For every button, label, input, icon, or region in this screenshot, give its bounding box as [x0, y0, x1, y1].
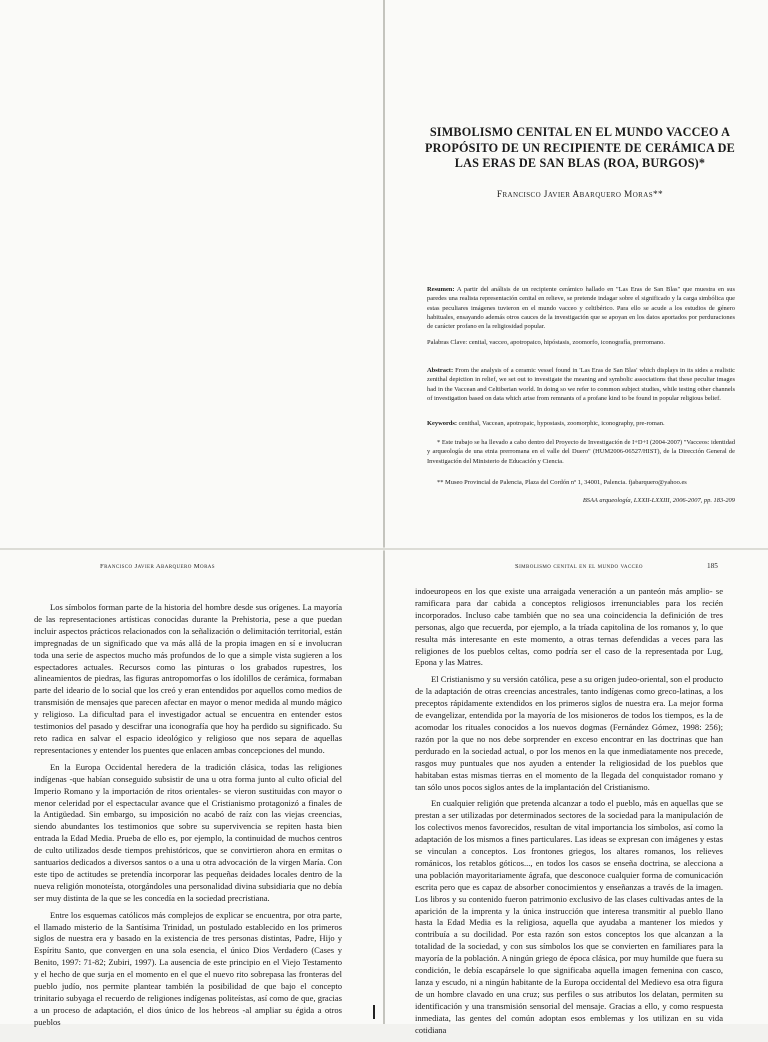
palabras-clave-label: Palabras Clave: [427, 339, 468, 346]
page-number: 185 [707, 562, 718, 570]
resumen-label: Resumen: [427, 286, 455, 293]
palabras-clave-block [427, 338, 735, 347]
body-paragraph: El Cristianismo y su versión católica, pese a su origen judeo-oriental, son el producto de la adaptación de otras creencias ancestrales, tanto indígenas como greco-latinas, a los preceptos rápidamente extendidos en los primeros siglos de nuestra era. La mejor forma de evangelizar, entendida por la mayoría de los misioneros de todos los tiempos, es la de acomodar los rituales conocidos a los nuevos dogmas (Fernández Gómez, 1998: 256); razón por la que no nos debe sorprender en exceso encontrar en las doctrinas que han perdurado en la sociedad actual, o por los menos en la que inmediatamente nos precede, rasgos muy puntuales que nos ayuden a entender la religiosidad de los pueblos que habitaban estas mismas tierras en el momento de la llegada del conquistador romano y tan sólo unos pocos siglos antes de la implantación del Cristianismo. [415, 674, 723, 792]
palabras-clave-text: cenital, vacceo, apotropaico, hipóstasis, zoomorfo, iconografía, prerromano. [468, 339, 665, 346]
abstract-block [427, 366, 735, 403]
left-body-page [0, 550, 383, 1027]
margin-mark [373, 1005, 375, 1019]
abstract-text: From the analysis of a ceramic vessel found in 'Las Eras de San Blas' which displays in its sides a realistic zenithal depiction in relief, we set out to investigate the meaning and symbolic associations that these peculiar images had in the Vaccean and Celtiberian world. In doing so we refer to common subject studies, while testing other channels of investigation based on data which arise from remnants of a profane kind to be found in popular religious belief. [427, 367, 736, 402]
keywords-text: cenithal, Vaccean, apotropaic, hypostasis, zoomorphic, iconography, pre-roman. [458, 420, 665, 427]
keywords-label: Keywords: [427, 420, 458, 427]
publication-info: BSAA arqueología, LXXII-LXXIII, 2006-2007, pp. 183-209 [582, 497, 735, 504]
keywords-block [427, 419, 735, 428]
body-paragraph: En la Europa Occidental heredera de la tradición clásica, todas las religiones indígenas -que habían conseguido subsistir de una u otra forma junto al culto oficial del Imperio Romano y la importación de ritos orientales- se vieron sustituidas con mayor o menor celeridad por el espectacular avance que el Cristianismo protagonizó a finales de la Antigüedad. Sin embargo, su imposición no acabó de raíz con las viejas creencias, siendo abundantes los testimonios que sobre su supervivencia se repiten hasta bien entrada la Edad Media. Prueba de ello es, por ejemplo, la continuidad de muchos centros de culto utilizados desde tiempos prehistóricos, que se convirtieron ahora en ermitas o santuarios dedicados a diversos santos o a una u otra advocación de la virgen María. Con este tipo de actitudes se pretendía incorporar las pequeñas deidades locales dentro de la nueva religión monoteísta, otorgándoles una personalidad divina subsidiaria que no debía ser muy distinta de la que se les concedía en la sociedad precristiana. [34, 761, 342, 903]
running-head-left: Francisco Javier Abarquero Moras [100, 563, 215, 570]
article-title: SIMBOLISMO CENITAL EN EL MUNDO VACCEO A PROPÓSITO DE UN RECIPIENTE DE CERÁMICA DE LAS ERAS DE SAN BLAS (ROA, BURGOS)* [425, 125, 735, 170]
right-body-page [385, 550, 768, 1035]
resumen-text: A partir del análisis de un recipiente cerámico hallado en "Las Eras de San Blas" que muestra en sus paredes una realista representación cenital en relieve, se pretende indagar sobre el significado y la carga simbólica que estas peculiares imágenes tuvieron en el mundo vacceo y celtibérico. Para ello se acude a los estudios de género habituales, ensayando además otros cauces de la investigación que se apoyan en los datos aportados por perduraciones de carácter profano en la religiosidad popular. [427, 286, 735, 331]
left-body-text [34, 602, 342, 1034]
running-head-right: Simbolismo cenital en el mundo vacceo [515, 563, 643, 570]
body-paragraph: Entre los esquemas católicos más complejos de explicar se encuentra, por otra parte, el llamado misterio de la Santísima Trinidad, un postulado establecido en los primeros siglos de nuestra era y basado en la existencia de tres personas distintas, Padre, Hijo y Espíritu Santo, que convergen en una sola esencia, el único Dios Verdadero (Cases y Benito, 1997: 71-82; Zubiri, 1997). La ausencia de este principio en el Viejo Testamento y el hecho de que surja en el momento en el que el nuevo rito sobrepasa las fronteras del pueblo judío, nos permite plantear también la posibilidad de que bajo el concepto trinitario subyaga el recuerdo de religiones indígenas politeístas, así como de que, gracias a un proceso de adaptación, el dios único de los hebreos -al ampliar su égida a otros pueblos [34, 909, 342, 1027]
body-paragraph: indoeuropeos en los que existe una arraigada veneración a un panteón más amplio- se ramificara para dar cabida a conceptos religiosos irrenunciables para los recién incorporados. Incluso cabe también que no sea una coincidencia la definición de tres personas, algo que recuerda, por ejemplo, a la tríada capitolina de los romanos y, lo que resulta más interesante en este momento, a otras ternas defendidas a veces para las religiones de los pueblos celtas, como podría ser el caso de la representada por Lug, Epona y las Matres. [415, 586, 723, 668]
right-body-text [415, 586, 723, 1042]
title-page [385, 0, 768, 548]
blank-page [0, 0, 383, 548]
body-paragraph: En cualquier religión que pretenda alcanzar a todo el pueblo, más en aquellas que se prestan a ser utilizadas por determinados sectores de la sociedad para la manipulación de los colectivos menos favorecidos, resultan de vital importancia los símbolos, así como la adaptación de los mismos a fines particulares. Las ideas se expresan con imágenes y estas se vinculan a conceptos. Los frontones griegos, los altares romanos, los relieves románicos, los retablos góticos..., en todos los casos se enseña doctrina, se alecciona a una población mayoritariamente ágrafa, que desconoce cualquier forma de comunicación escrita pero que es capaz de absorber conocimientos y enseñanzas a través de la imagen. Los libros y su contenido fueron patrimonio exclusivo de las clases cultivadas antes de la aparición de la imprenta y la única instrucción que interesa transmitir al pueblo llano hasta la Edad Media es la religiosa, aquella que ayudaba a mantener los miedos y contribuía a su docilidad. Por esta razón son estos conceptos los que alcanzan a la totalidad de la sociedad, y con sus símbolos los que se convierten en familiares para la mayoría de la población. A ningún griego de época clásica, por muy humilde que fuera su condición, le debía escapársele lo que significaba aquella imagen femenina con casco, lanza y escudo, ni a ningún habitante de la Europa occidental del Medievo esa otra figura de un hombre clavado en una cruz; sus perfiles o sus atributos los delatan, permiten su identificación y una transmisión sensorial del mensaje. Gracias a ello, y como respuesta inmediata, las gentes del común adoptan esos emblemas y los utilizan en su vida cotidiana [415, 798, 723, 1035]
body-paragraph: Los símbolos forman parte de la historia del hombre desde sus orígenes. La mayoría de las representaciones artísticas conocidas durante la Prehistoria, pese a que puedan incluir aspectos prácticos relacionados con la señalización o delimitación territorial, están impregnadas de un significado que va más allá de la propia imagen en sí e involucran toda una serie de aspectos mucho más profundos de lo que a simple vista sugieren a los espectadores actuales. Recursos como las pinturas o los grabados rupestres, los alineamientos de piedras, las figuras antropomorfas o los ídolillos de cerámica, formaban parte del ideario de lo social que los creó y eran entendidos por aquellos como medios de transmisión de mensajes que parecen afectar en mayor o menor medida al mundo mágico y religioso. La dificultad para el investigador actual se encuentra en entender estos testimonios del pasado y descifrar una iconografía que hoy ha perdido su significado. Su reto radica en salvar el espacio ideológico y religioso que nos separa de aquellas representaciones y entender los puentes que enlacen ambas concepciones del mundo. [34, 602, 342, 755]
abstract-label: Abstract: [427, 367, 454, 374]
resumen-block [427, 285, 735, 331]
footnote-project: * Este trabajo se ha llevado a cabo dentro del Proyecto de Investigación de I+D+I (2004-2007) "Vacceos: identidad y arqueología de una etnia prerromana en el valle del Duero" (HUM2006-06527/HIST), de la Dirección General de Investigación del Ministerio de Educación y Ciencia. [427, 439, 735, 465]
footnote-affiliation: ** Museo Provincial de Palencia, Plaza del Cordón nº 1, 34001, Palencia. fjabarquero@yahoo.es [437, 479, 687, 486]
article-author: Francisco Javier Abarquero Moras** [496, 190, 664, 200]
